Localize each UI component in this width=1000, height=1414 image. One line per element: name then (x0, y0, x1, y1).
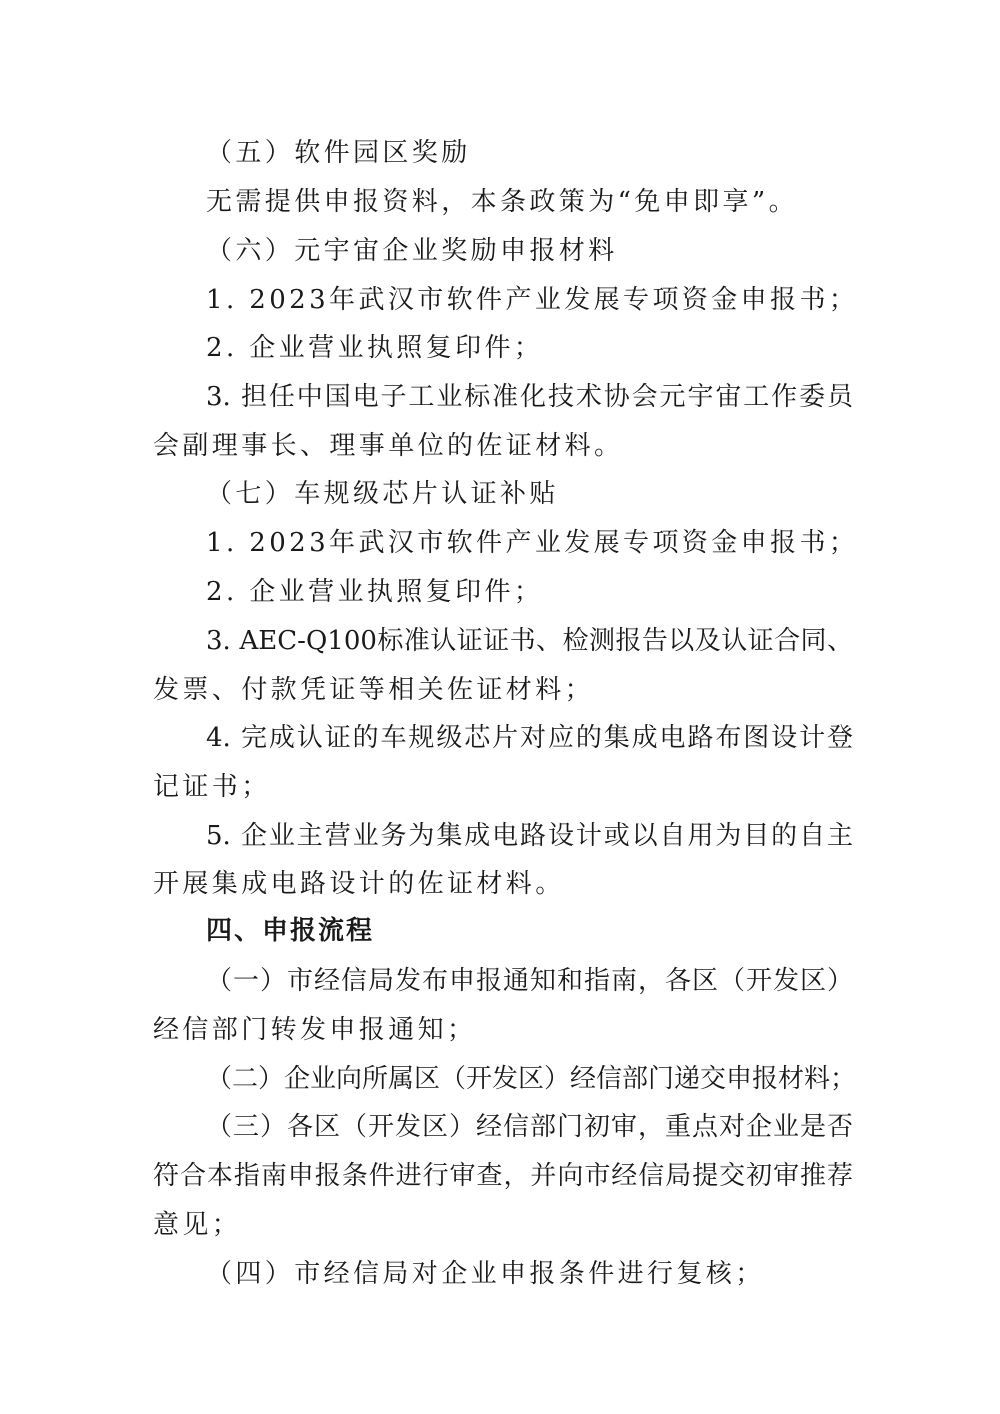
section-5-text: 无需提供申报资料，本条政策为“免申即享”。 (206, 187, 798, 217)
step-1-line-2: 经信部门转发申报通知； (153, 1015, 477, 1045)
step-3-line-3: 意见； (153, 1210, 242, 1240)
section-6-item-3-line-2: 会副理事长、理事单位的佐证材料。 (153, 431, 624, 461)
section-7-item-2: 2. 企业营业执照复印件； (206, 577, 544, 607)
section-7-item-3-line-2: 发票、付款凭证等相关佐证材料； (153, 675, 595, 705)
section-6-item-3-line-1: 3. 担任中国电子工业标准化技术协会元宇宙工作委员 (206, 382, 853, 412)
section-5-title: （五）软件园区奖励 (206, 138, 471, 168)
step-1-line-1: （一）市经信局发布申报通知和指南，各区（开发区） (206, 966, 853, 996)
section-7-item-4-line-2: 记证书； (153, 772, 271, 802)
section-7-title: （七）车规级芯片认证补贴 (206, 479, 559, 509)
section-6-item-1: 1. 2023年武汉市软件产业发展专项资金申报书； (206, 285, 859, 315)
section-7-item-5-line-1: 5. 企业主营业务为集成电路设计或以自用为目的自主 (206, 821, 853, 851)
step-3-line-1: （三）各区（开发区）经信部门初审，重点对企业是否 (206, 1112, 853, 1142)
section-7-item-1: 1. 2023年武汉市软件产业发展专项资金申报书； (206, 528, 859, 558)
section-7-item-4-line-1: 4. 完成认证的车规级芯片对应的集成电路布图设计登 (206, 723, 853, 753)
section-7-item-5-line-2: 开展集成电路设计的佐证材料。 (153, 869, 565, 899)
step-2: （二）企业向所属区（开发区）经信部门递交申报材料； (206, 1064, 857, 1094)
chapter-4-heading: 四、申报流程 (206, 916, 375, 946)
section-6-title: （六）元宇宙企业奖励申报材料 (206, 236, 618, 266)
step-3-line-2: 符合本指南申报条件进行审查，并向市经信局提交初审推荐 (153, 1161, 853, 1191)
step-4: （四）市经信局对企业申报条件进行复核； (206, 1259, 765, 1289)
section-6-item-2: 2. 企业营业执照复印件； (206, 333, 544, 363)
section-7-item-3-line-1: 3. AEC-Q100标准认证证书、检测报告以及认证合同、 (206, 626, 853, 656)
